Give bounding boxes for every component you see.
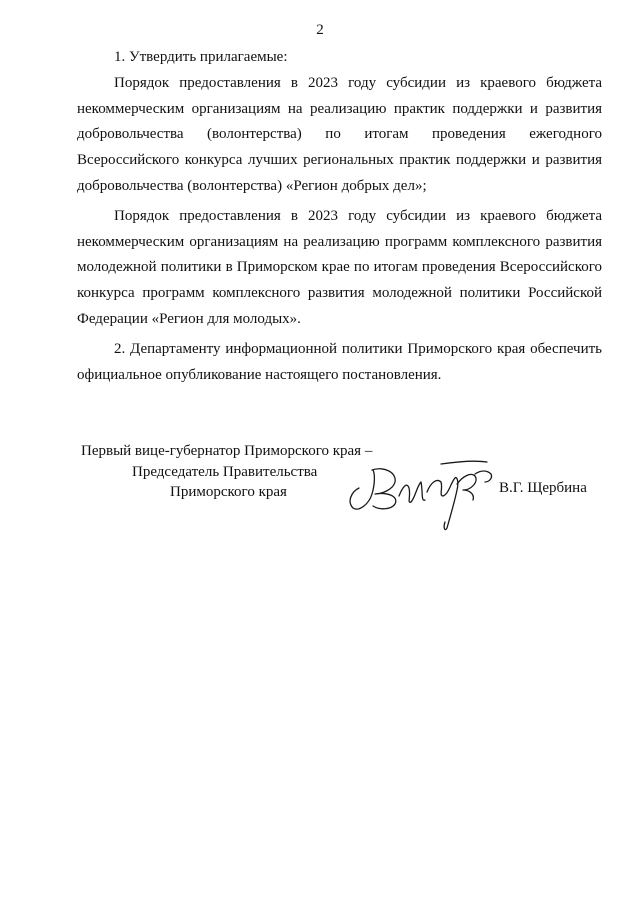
page-number: 2 <box>316 22 324 38</box>
paragraph-approve: 1. Утвердить прилагаемые: <box>114 49 288 65</box>
signer-name: В.Г. Щербина <box>499 480 587 496</box>
signatory-title <box>81 441 381 503</box>
signatory-title-line-1: Первый вице-губернатор Приморского края – <box>81 443 373 459</box>
paragraph-procedure-youth: Порядок предоставления в 2023 году субсидии из краевого бюджета некоммерческим организациям на реализацию программ комплексного развития молодежной политики в Приморском крае по итогам проведения Всероссийского конкурса программ комплексного развития молодежной политики Российской Федерации «Регион для молодых». <box>77 207 602 327</box>
paragraph-procedure-volunteering: Порядок предоставления в 2023 году субсидии из краевого бюджета некоммерческим организациям на реализацию практик поддержки и развития добровольчества (волонтерства) по итогам проведения ежегодного Всероссийского конкурса лучших региональных практик поддержки и развития добровольчества (волонтерства) «Регион добрых дел»; <box>77 74 602 194</box>
paragraph-publication: 2. Департаменту информационной политики Приморского края обеспечить официальное опубликование настоящего постановления. <box>77 340 602 383</box>
signatory-title-line-2: Председатель Правительства <box>132 463 318 480</box>
handwritten-signature <box>345 452 503 534</box>
signatory-title-line-3: Приморского края <box>170 484 287 500</box>
document-body <box>77 45 602 388</box>
